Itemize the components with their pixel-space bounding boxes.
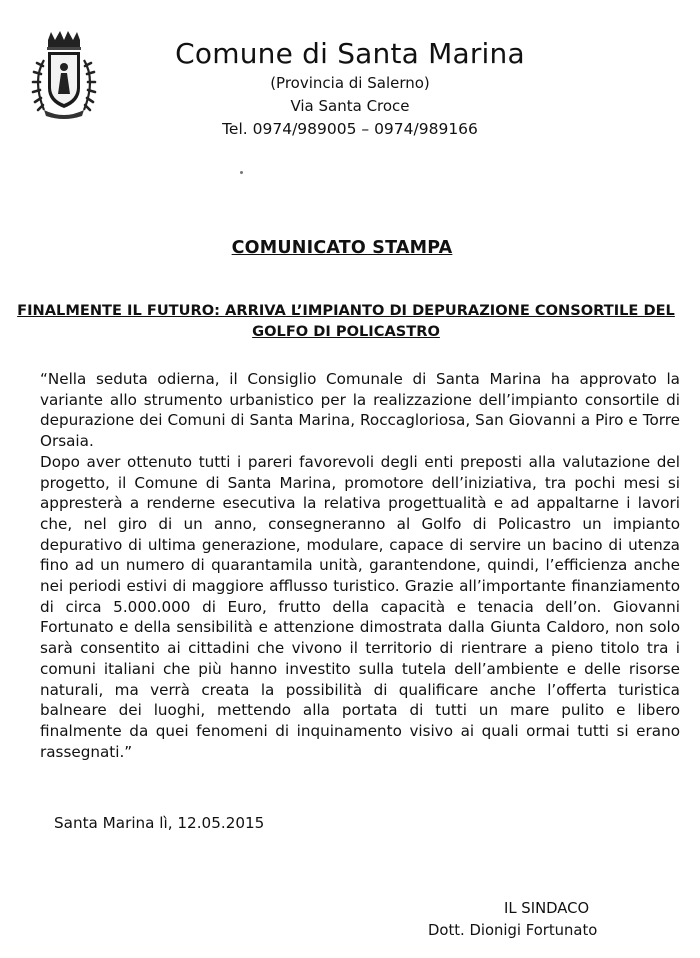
document-type-heading: COMUNICATO STAMPA <box>231 238 453 258</box>
address-line: Via Santa Croce <box>290 97 410 115</box>
scan-speck <box>240 171 243 174</box>
body-paragraph: “Nella seduta odierna, il Consiglio Comunale di Santa Marina ha approvato la variante allo strumento urbanistico per la realizzazione dell’impianto consortile di depurazione dei Comuni di Santa Marina, Roccagloriosa, San Giovanni a Piro e Torre Orsaia. <box>40 370 680 451</box>
press-release-body <box>40 369 680 762</box>
municipal-coat-of-arms-icon <box>24 30 104 122</box>
province-line: (Provincia di Salerno) <box>270 74 430 92</box>
signature-block <box>428 898 658 942</box>
press-release-headline: FINALMENTE IL FUTURO: ARRIVA L’IMPIANTO DI DEPURAZIONE CONSORTILE DEL GOLFO DI POLICASTRO <box>17 302 675 340</box>
signer-role: IL SINDACO <box>504 900 590 917</box>
signer-name: Dott. Dionigi Fortunato <box>428 922 598 939</box>
body-paragraph: Dopo aver ottenuto tutti i pareri favorevoli degli enti preposti alla valutazione del progetto, il Comune di Santa Marina, promotore dell’iniziativa, tra pochi mesi si appresterà a renderne esecutiva la relativa progettualità e ad appaltarne i lavori che, nel giro di un anno, consegneranno al Golfo di Policastro un impianto depurativo di ultima generazione, modulare, capace di servire un bacino di utenza fino ad un numero di quarantamila unità, garantendone, quindi, l’efficienza anche nei periodi estivi di maggiore afflusso turistico. Grazie all’importante finanziamento di circa 5.000.000 di Euro, frutto della capacità e tenacia dell’on. Giovanni Fortunato e della sensibilità e attenzione dimostrata dalla Giunta Caldoro, non solo sarà consentito ai cittadini che vivono il territorio di rientrare a pieno titolo tra i comuni italiani che più hanno investito sulla tutela dell’ambiente e delle risorse naturali, ma verrà creata la possibilità di qualificare anche l’offerta turistica balneare dei luoghi, mettendo alla portata di tutti un mare pulito e libero finalmente da quei fenomeni di inquinamento visivo ai quali ormai tutti si erano rassegnati.” <box>40 452 680 761</box>
municipality-name: Comune di Santa Marina <box>175 37 525 70</box>
phone-line: Tel. 0974/989005 – 0974/989166 <box>222 120 478 138</box>
place-and-date: Santa Marina lì, 12.05.2015 <box>54 814 265 832</box>
letterhead <box>110 36 590 141</box>
